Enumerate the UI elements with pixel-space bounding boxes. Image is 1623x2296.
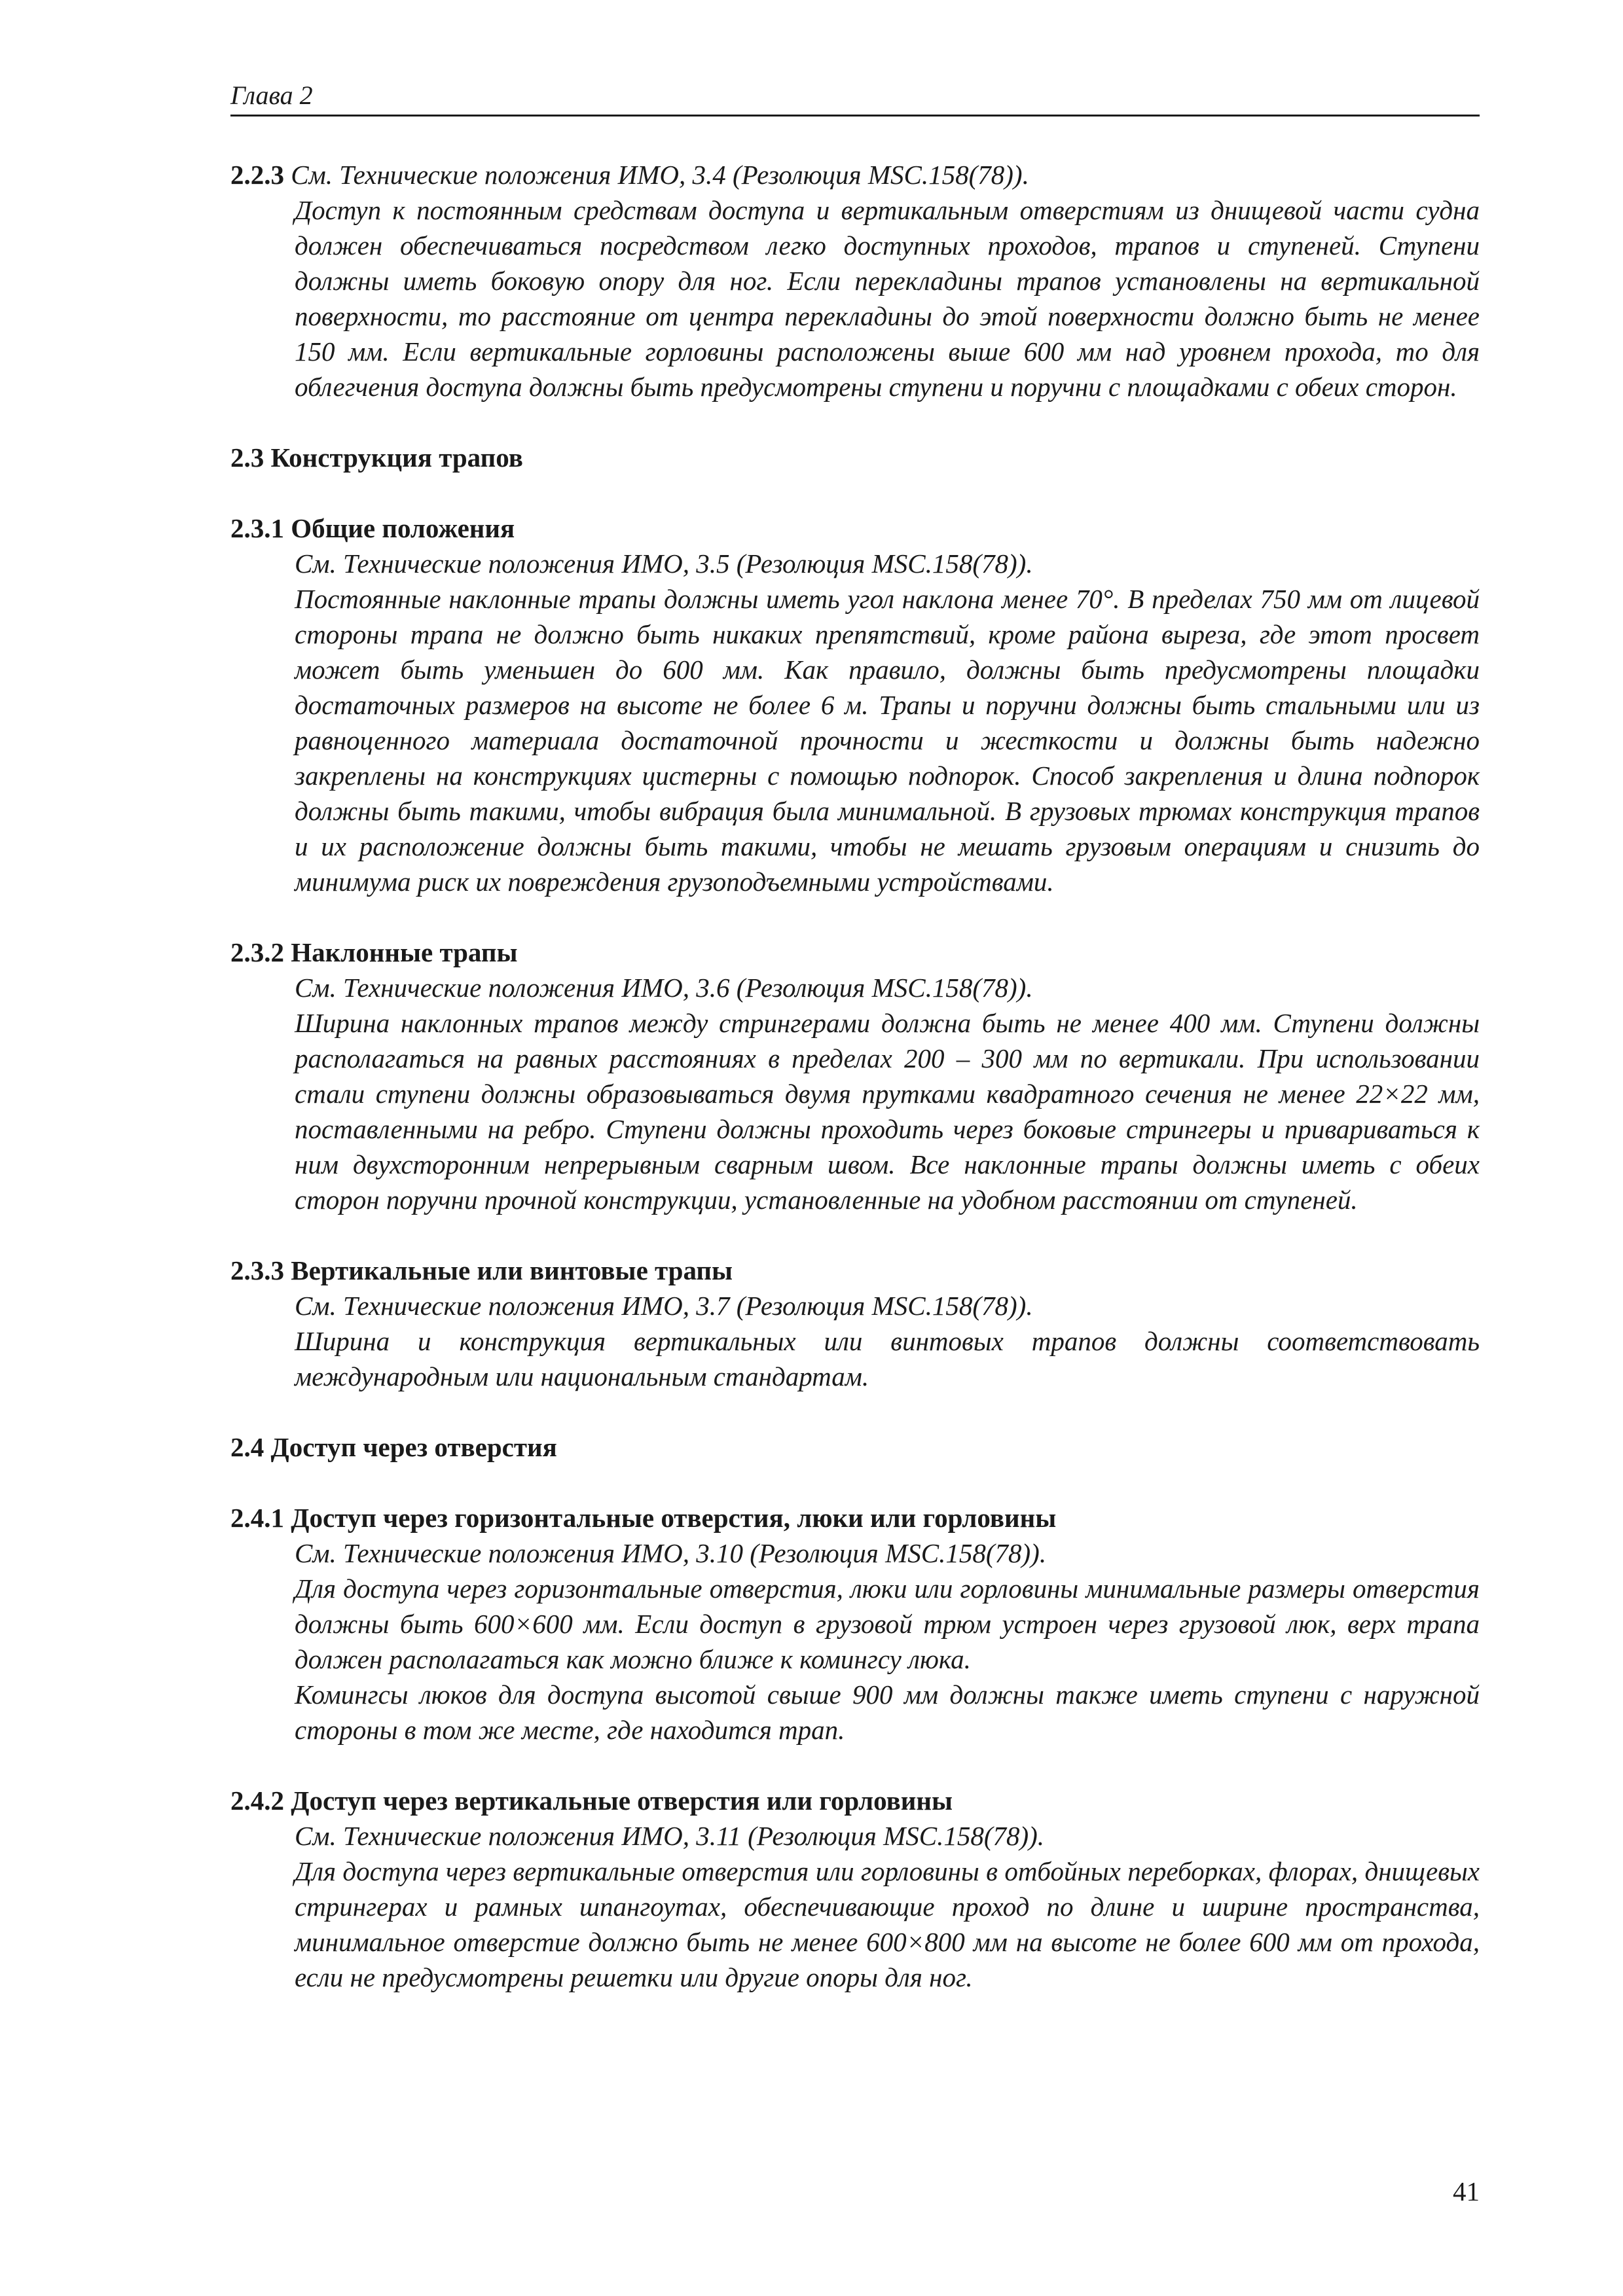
section-reference: См. Технические положения ИМО, 3.10 (Резолюция MSC.158(78)). [295,1538,1047,1568]
page-number: 41 [1453,2176,1480,2206]
section-reference: См. Технические положения ИМО, 3.6 (Резолюция MSC.158(78)). [295,973,1033,1003]
section-2-4-2 [230,1783,1480,1995]
page-content [230,157,1480,1995]
section-body: Доступ к постоянным средствам доступа и вертикальным отверстиям из днищевой части судна должен обеспечиваться посредством легко доступных проходов, трапов и ступеней. Ступени должны иметь боковую опору для ног. Если перекладины трапов установлены на вертикальной поверхности, то расстояние от центра перекладины до этой поверхности должно быть не менее 150 мм. Если вертикальные горловины расположены выше 600 мм над уровнем прохода, то для облегчения доступа должны быть предусмотрены ступени и поручни с площадками с обеих сторон. [295,195,1480,402]
subsection-heading: 2.3.3 Вертикальные или винтовые трапы [230,1255,733,1285]
header-rule [230,115,1480,117]
section-reference: См. Технические положения ИМО, 3.4 (Резолюция MSC.158(78)). [284,160,1029,190]
section-reference: См. Технические положения ИМО, 3.5 (Резолюция MSC.158(78)). [295,548,1033,579]
section-heading-2-3: 2.3 Конструкция трапов [230,442,523,473]
section-2-2-3 [230,157,1480,404]
section-heading-2-4: 2.4 Доступ через отверстия [230,1432,557,1462]
section-reference: См. Технические положения ИМО, 3.11 (Резолюция MSC.158(78)). [295,1821,1045,1851]
section-reference: См. Технические положения ИМО, 3.7 (Резолюция MSC.158(78)). [295,1291,1033,1321]
section-body: Ширина и конструкция вертикальных или винтовых трапов должны соответствовать международным или национальным стандартам. [295,1326,1480,1391]
subsection-heading: 2.4.2 Доступ через вертикальные отверстия или горловины [230,1785,953,1816]
section-body: Ширина наклонных трапов между стрингерами должна быть не менее 400 мм. Ступени должны располагаться на равных расстояниях в пределах 200 – 300 мм по вертикали. При использовании стали ступени должны образовываться двумя прутками квадратного сечения не менее 22×22 мм, поставленными на ребро. Ступени должны проходить через боковые стрингеры и привариваться к ним двухсторонним непрерывным сварным швом. Все наклонные трапы должны иметь с обеих сторон поручни прочной конструкции, установленные на удобном расстоянии от ступеней. [295,1008,1480,1215]
subsection-heading: 2.3.1 Общие положения [230,513,515,543]
section-2-4-1 [230,1500,1480,1748]
section-number: 2.2.3 [230,160,284,190]
section-body: Комингсы люков для доступа высотой свыше 900 мм должны также иметь ступени с наружной стороны в том же месте, где находится трап. [295,1679,1480,1745]
section-body: Для доступа через горизонтальные отверстия, люки или горловины минимальные размеры отверстия должны быть 600×600 мм. Если доступ в грузовой трюм устроен через грузовой люк, верх трапа должен располагаться как можно ближе к комингсу люка. [295,1573,1480,1674]
subsection-heading: 2.4.1 Доступ через горизонтальные отверстия, люки или горловины [230,1503,1057,1533]
section-2-3-1 [230,511,1480,899]
section-2-3-2 [230,935,1480,1217]
section-body: Для доступа через вертикальные отверстия или горловины в отбойных переборках, флорах, днищевых стрингерах и рамных шпангоутах, обеспечивающие проход по длине и ширине пространства, минимальное отверстие должно быть не менее 600×800 мм на высоте не более 600 мм от прохода, если не предусмотрены решетки или другие опоры для ног. [295,1856,1480,1992]
running-header: Глава 2 [230,81,313,110]
section-2-3-3 [230,1253,1480,1394]
subsection-heading: 2.3.2 Наклонные трапы [230,937,518,967]
section-body: Постоянные наклонные трапы должны иметь угол наклона менее 70°. В пределах 750 мм от лицевой стороны трапа не должно быть никаких препятствий, кроме района выреза, где этот просвет может быть уменьшен до 600 мм. Как правило, должны быть предусмотрены площадки достаточных размеров на высоте не более 6 м. Трапы и поручни должны быть стальными или из равноценного материала достаточной прочности и жесткости и должны быть надежно закреплены на конструкциях цистерны с помощью подпорок. Способ закрепления и длина подпорок должны быть такими, чтобы вибрация была минимальной. В грузовых трюмах конструкция трапов и их расположение должны быть такими, чтобы не мешать грузовым операциям и снизить до минимума риск их повреждения грузоподъемными устройствами. [295,584,1480,897]
